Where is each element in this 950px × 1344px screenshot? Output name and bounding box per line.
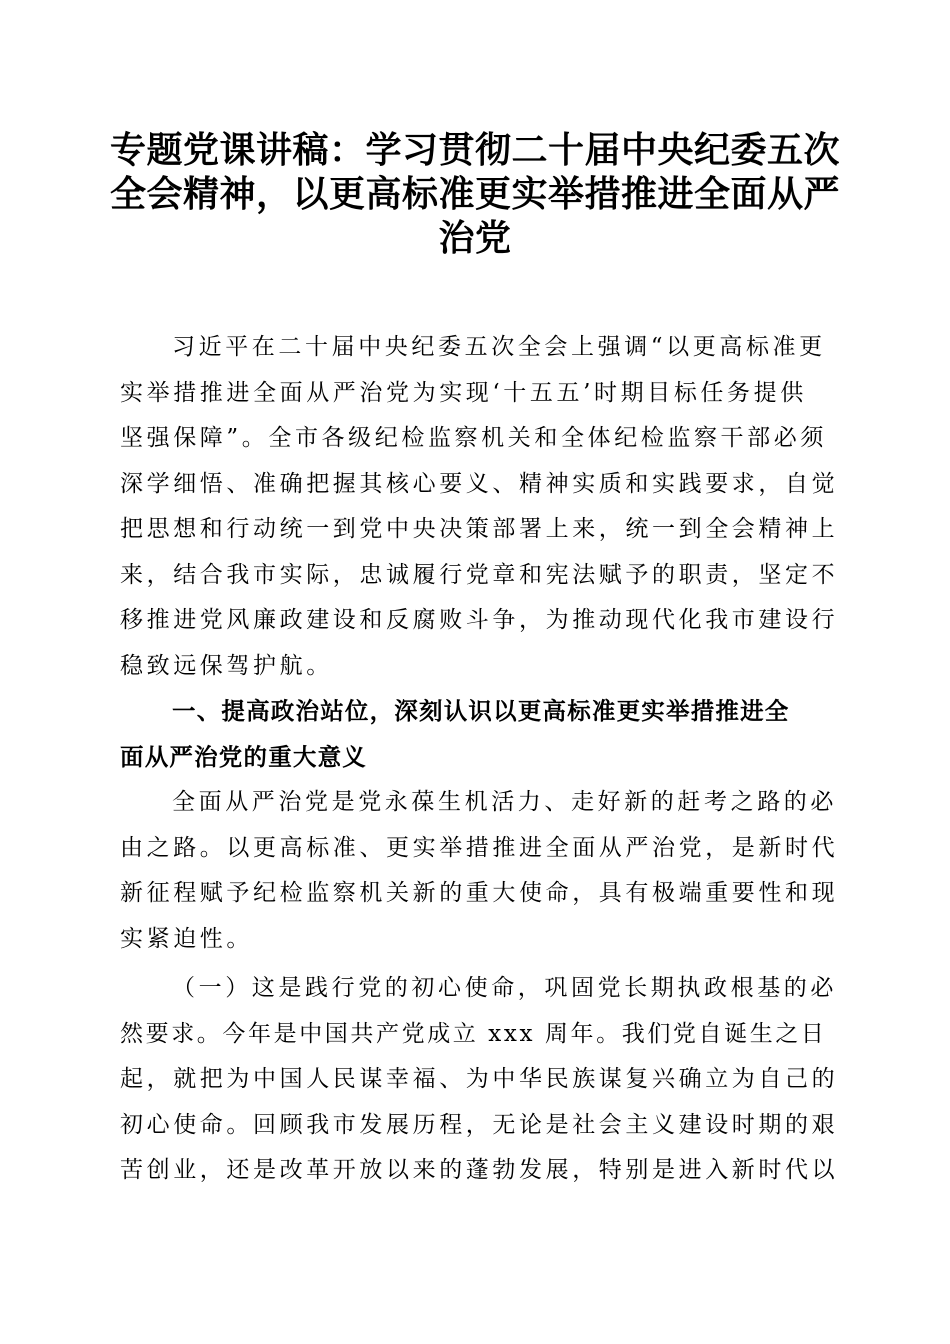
document-title (110, 128, 840, 260)
text-line: 起，就把为中国人民谋幸福、为中华民族谋复兴确立为自己的 (120, 1066, 839, 1092)
text-line: 把思想和行动统一到党中央决策部署上来，统一到全会精神上 (120, 516, 839, 542)
heading-line: 一、提高政治站位，深刻认识以更高标准更实举措推进全 (172, 697, 790, 725)
section-heading (120, 689, 825, 780)
title-line: 治党 (438, 217, 512, 259)
text-line: 稳致远保驾护航。 (120, 652, 333, 679)
text-line: 新征程赋予纪检监察机关新的重大使命，具有极端重要性和现 (120, 880, 839, 906)
text-line: 深学细悟、准确把握其核心要义、精神实质和实践要求，自觉 (120, 470, 839, 497)
heading-line: 面从严治党的重大意义 (120, 742, 367, 771)
paragraph-subsection-1 (120, 966, 839, 1194)
text-line: 初心使命。回顾我市发展历程，无论是社会主义建设时期的艰 (120, 1111, 839, 1138)
title-line: 全会精神，以更高标准更实举措推进全面从严 (110, 173, 841, 215)
text-line: 坚强保障”。全市各级纪检监察机关和全体纪检监察干部必须 (120, 425, 827, 451)
title-line: 专题党课讲稿：学习贯彻二十届中央纪委五次 (110, 129, 841, 171)
text-line: （一）这是践行党的初心使命，巩固党长期执政根基的必 (172, 975, 837, 1001)
text-line: 然要求。今年是中国共产党成立 xxx 周年。我们党自诞生之日 (120, 1020, 827, 1047)
text-line: 移推进党风廉政建设和反腐败斗争，为推动现代化我市建设行 (120, 607, 839, 633)
text-line: 全面从严治党是党永葆生机活力、走好新的赶考之路的必 (172, 789, 837, 815)
text-line: 苦创业，还是改革开放以来的蓬勃发展，特别是进入新时代以 (120, 1157, 839, 1183)
text-line: 来，结合我市实际，忠诚履行党章和宪法赋予的职责，坚定不 (120, 561, 839, 588)
text-line: 由之路。以更高标准、更实举措推进全面从严治党，是新时代 (120, 834, 839, 861)
text-line: 实举措推进全面从严治党为实现‘十五五’时期目标任务提供 (120, 379, 807, 406)
text-line: 实紧迫性。 (120, 925, 253, 952)
text-line: 习近平在二十届中央纪委五次全会上强调“以更高标准更 (172, 334, 826, 360)
document-body (120, 325, 839, 1194)
paragraph-intro (120, 325, 839, 689)
paragraph-significance (120, 780, 839, 962)
